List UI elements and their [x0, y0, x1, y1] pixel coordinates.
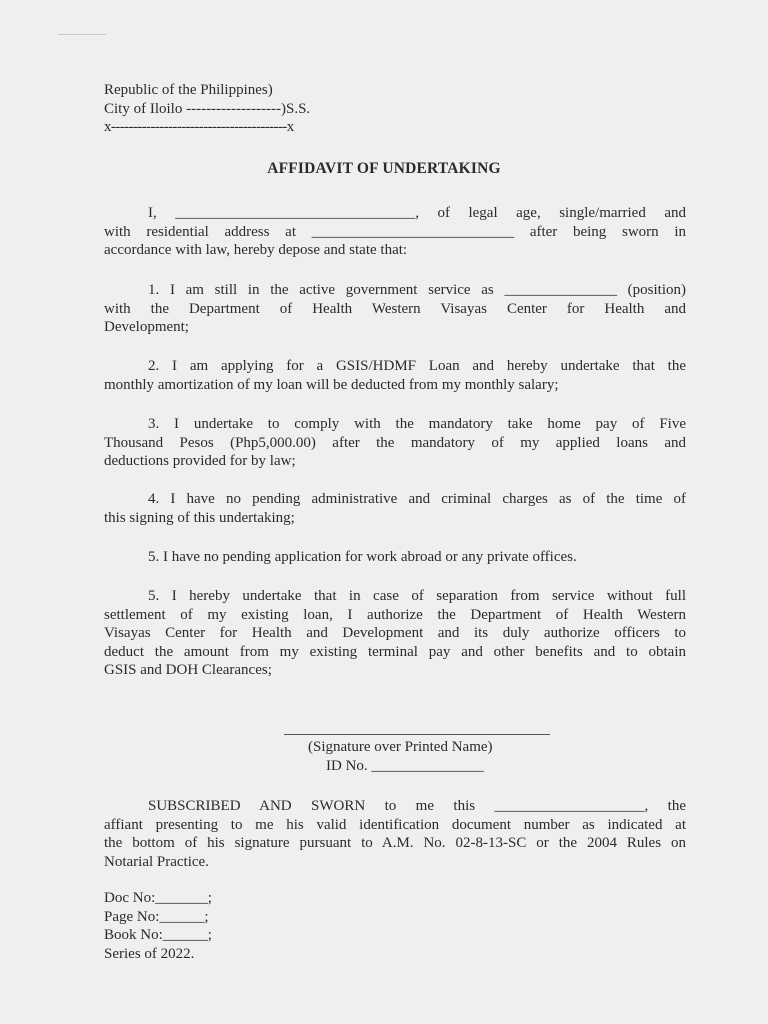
signature-line — [284, 734, 550, 735]
paragraph-2 — [104, 357, 686, 394]
venue-city: City of Iloilo -------------------)S.S. — [104, 100, 311, 117]
notarial-register — [104, 889, 686, 963]
paragraph-4 — [104, 490, 686, 527]
paragraph-line: GSIS and DOH Clearances; — [104, 662, 272, 678]
paragraph-line: Development; — [104, 319, 189, 335]
paragraph-line: 5. I have no pending application for work abroad or any private offices. — [148, 549, 577, 565]
signature-block — [308, 738, 493, 775]
document-title: AFFIDAVIT OF UNDERTAKING — [267, 160, 501, 177]
id-number-field: ID No. _______________ — [326, 757, 484, 774]
page-number: Page No:______; — [104, 908, 209, 925]
venue-country: Republic of the Philippines) — [104, 82, 273, 98]
venue-header — [104, 81, 686, 137]
paragraph-line: 5. I hereby undertake that in case of separation from service without full — [148, 588, 686, 604]
scan-artifact — [58, 34, 106, 35]
paragraph-5 — [104, 548, 686, 567]
paragraph-line: with the Department of Health Western Visayas Center for Health and — [104, 300, 686, 317]
paragraph-line: 4. I have no pending administrative and criminal charges as of the time of — [148, 491, 686, 507]
paragraph-line: monthly amortization of my loan will be deducted from my monthly salary; — [104, 376, 559, 393]
paragraph-line: deductions provided for by law; — [104, 453, 296, 469]
jurat-line: affiant presenting to me his valid identification document number as indicated at — [104, 816, 686, 833]
paragraph-line: 3. I undertake to comply with the mandatory take home pay of Five — [148, 416, 686, 432]
paragraph-3 — [104, 415, 686, 471]
paragraph-6 — [104, 587, 686, 680]
paragraph-line: settlement of my existing loan, I authorize the Department of Health Western — [104, 606, 686, 623]
paragraph-1 — [104, 281, 686, 337]
jurat-line: Notarial Practice. — [104, 853, 209, 870]
jurat-paragraph — [104, 797, 686, 871]
paragraph-line: this signing of this undertaking; — [104, 509, 295, 526]
intro-line: I, ________________________________, of legal age, single/married and — [148, 205, 686, 221]
paragraph-line: deduct the amount from my existing terminal pay and other benefits and to obtain — [104, 643, 686, 660]
venue-separator: x----------------------------------------x — [104, 119, 294, 135]
jurat-line: SUBSCRIBED AND SWORN to me this ____________________, the — [148, 798, 686, 814]
paragraph-line: Thousand Pesos (Php5,000.00) after the mandatory of my applied loans and — [104, 434, 686, 451]
intro-line: with residential address at ___________________________ after being sworn in — [104, 223, 686, 240]
doc-number: Doc No:_______; — [104, 890, 212, 906]
jurat-line: the bottom of his signature pursuant to A.M. No. 02-8-13-SC or the 2004 Rules on — [104, 835, 686, 851]
signature-caption: (Signature over Printed Name) — [308, 739, 493, 755]
book-number: Book No:______; — [104, 927, 212, 943]
series-year: Series of 2022. — [104, 945, 195, 962]
intro-line: accordance with law, hereby depose and state that: — [104, 242, 408, 258]
paragraph-line: 1. I am still in the active government service as _______________ (position) — [148, 282, 686, 298]
paragraph-line: 2. I am applying for a GSIS/HDMF Loan and hereby undertake that the — [148, 358, 686, 374]
intro-paragraph — [104, 204, 686, 260]
paragraph-line: Visayas Center for Health and Development and its duly authorize officers to — [104, 625, 686, 641]
